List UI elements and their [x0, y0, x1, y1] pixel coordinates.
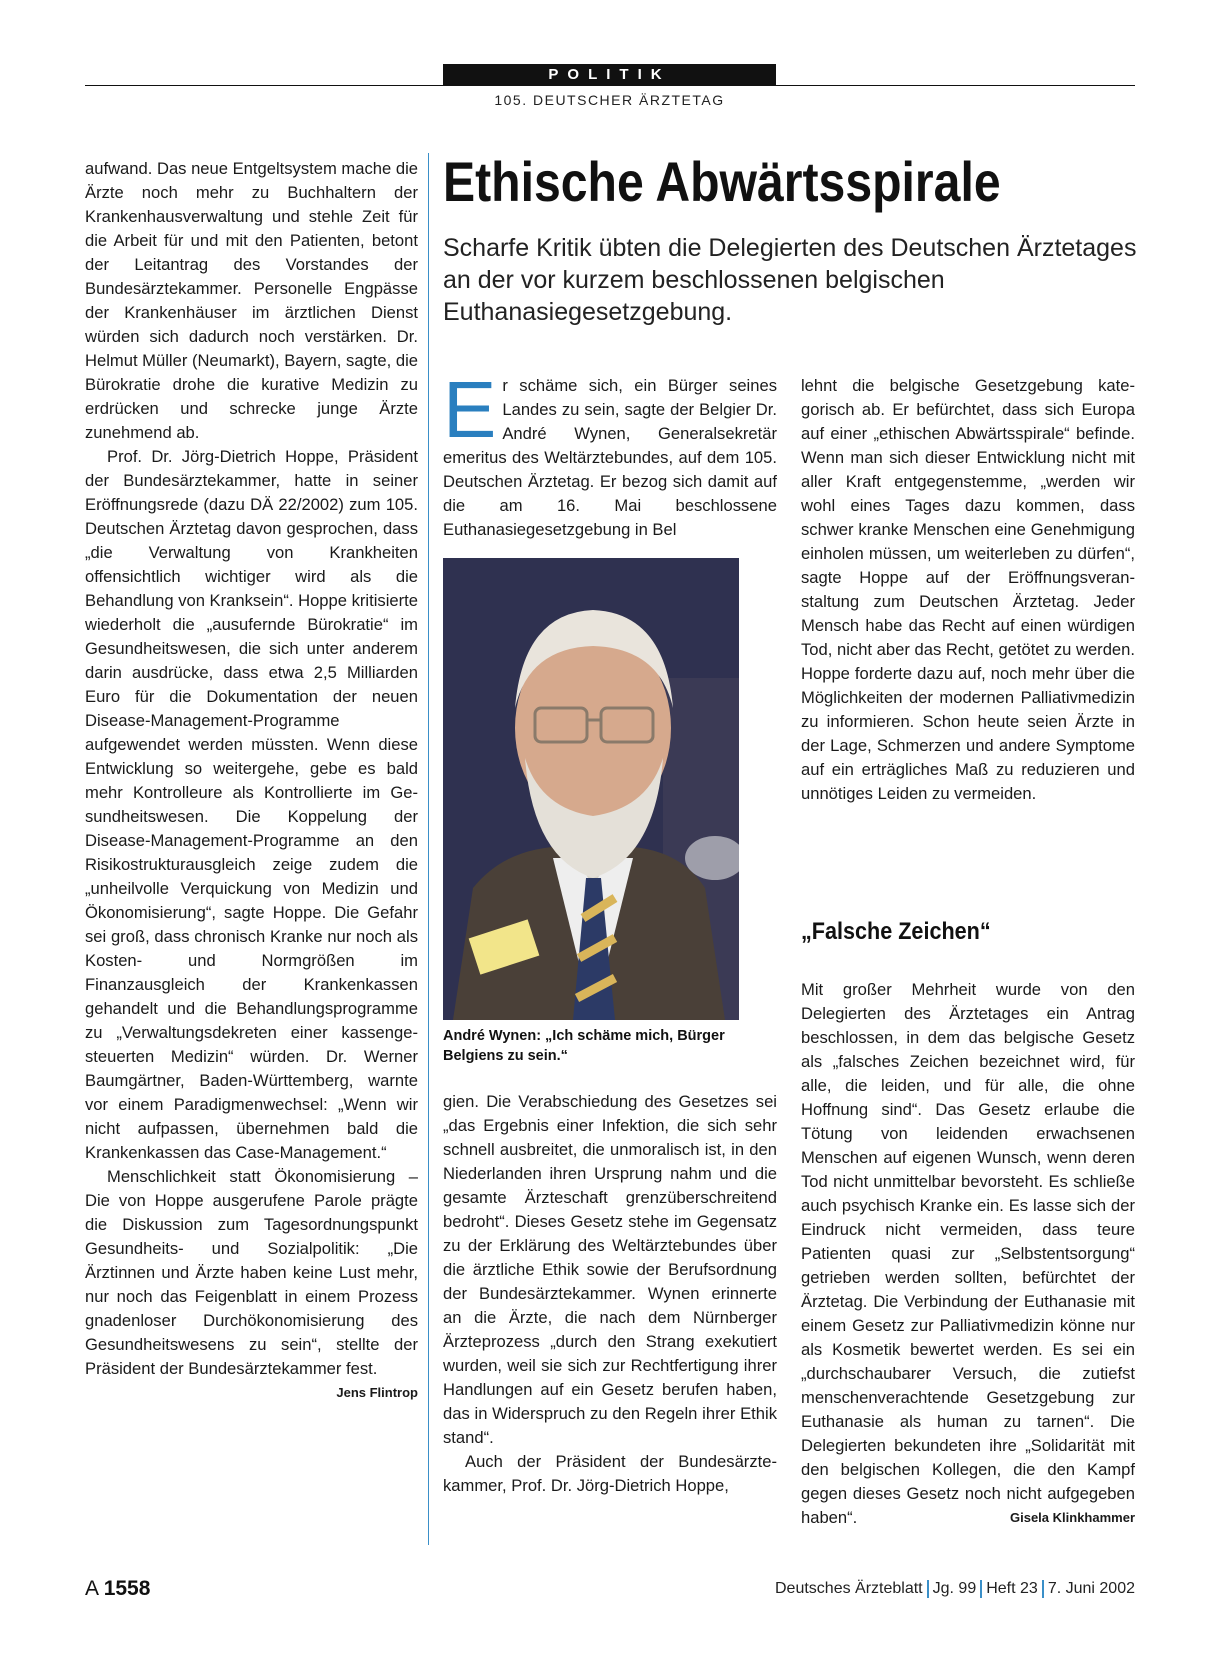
section-label: POLITIK: [443, 64, 776, 85]
footer-separator: [927, 1580, 929, 1598]
footer-publication-info: [775, 1580, 1135, 1598]
portrait-photo: [443, 558, 739, 1020]
dropcap: E: [443, 365, 497, 454]
article-subhead: „Falsche Zeichen“: [801, 918, 991, 945]
article-author: Gisela Klinkhammer: [1010, 1510, 1135, 1525]
footer-separator: [980, 1580, 982, 1598]
left-article-paragraph-3: [85, 1165, 418, 1400]
page-prefix: A: [85, 1577, 98, 1600]
footer-separator: [1042, 1580, 1044, 1598]
photo-caption: André Wynen: „Ich schäme mich, Bürger Belgiens zu sein.“: [443, 1028, 725, 1064]
article-paragraph-continued: gien. Die Verabschiedung des Gesetzes sei „das Ergebnis einer Infektion, die sich sehr schnell ausbreitet, die unmoralisch ist, in den Niederlanden ihren Ursprung nahm und die gesamte Ärzteschaft grenzüberschreitend bedroht“. Dieses Gesetz stehe im Gegensatz zu der Erklärung des Weltärztebundes über die ärztliche Ethik sowie der Berufsordnung der Bundesärztekammer. Wynen erinnerte an die Ärzte, die nach dem Nürnberger Ärzteprozess „durch den Strang exekutiert wurden, weil sie sich zur Rechtfertigung ihrer Handlungen auf ein Gesetz berufen haben, das in Widerspruch zu den Regeln ihrer Ethik stand“.: [443, 1092, 777, 1447]
volume: Jg. 99: [932, 1580, 977, 1598]
portrait-illustration: [443, 558, 739, 1020]
article-paragraph-final: [801, 978, 1135, 1530]
left-article-paragraph-2: Prof. Dr. Jörg-Dietrich Hoppe, Präsident der Bundesärztekammer, hatte in seiner Eröffnungsrede (dazu DÄ 22/2002) zum 105. Deutschen Ärztetag davon gesprochen, dass „die Verwaltung von Krankheiten offensichtlich wichtiger wird als die Behandlung von Kranksein“. Hoppe kritisierte wiederholt die „ausufernde Bürokratie“ im Gesundheitswesen, die sich unter anderem darin ausdrücke, dass etwa 2,5 Milliarden Euro für die Dokumentation der neuen Disease-Management-Programme aufgewendet werden müssten. Wenn diese Entwicklung so weitergehe, gebe es bald mehr Kontrolleure als Kontrollierte im Gesundheitswesen. Die Koppelung der Disease-Management-Programme an den Risikostrukturausgleich zeige zudem die „unheilvolle Verquickung von Medizin und Ökonomisierung“, sagte Hoppe. Die Gefahr sei groß, dass chronisch Kranke nur noch als Kosten- und Normgrößen im Finanzausgleich der Krankenkassen gehandelt und die Behandlungsprogramme zu „Verwaltungsdekreten einer kassengesteuerten Medizin“ würden. Dr. Werner Baumgärtner, Baden-Württemberg, warnte vor einem Paradigmenwechsel: „Wenn wir nicht aufpassen, übernehmen bald die Krankenkassen das Case-Management.“: [85, 447, 418, 1162]
article-column-2-top: [443, 365, 777, 542]
left-article-column: [85, 157, 418, 1405]
article-lead: Scharfe Kritik übten die Delegierten des Deutschen Ärztetages an der vor kurzem beschlossenen belgischen Euthanasiegesetzgebung.: [443, 234, 1137, 326]
article-paragraph-hoppe: Auch der Präsident der Bundesärztekammer, Prof. Dr. Jörg-Dietrich Hoppe,: [443, 1452, 777, 1495]
article-paragraph-col3: lehnt die belgische Gesetzgebung kategorisch ab. Er befürchtet, dass sich Europa auf einer „ethischen Abwärtsspirale“ befinde. Wenn man sich dieser Entwicklung nicht mit aller Kraft entgegenstemme, „werden wir wohl eines Tages dazu kommen, dass schwer kranke Menschen eine Genehmigung einholen müssen, um weiterleben zu dürfen“, sagte Hoppe auf der Eröffnungsveranstaltung zum Deutschen Ärztetag. Jeder Mensch habe das Recht auf einen würdigen Tod, nicht aber das Recht, getötet zu werden. Hoppe forderte dazu auf, noch mehr über die Möglichkeiten der modernen Palliativmedizin zu informieren. Schon heute seien Ärzte in der Lage, Schmerzen und andere Symptome auf ein erträgliches Maß zu reduzieren und unnötiges Leiden zu vermeiden.: [801, 376, 1135, 803]
column-divider: [428, 153, 429, 1545]
left-article-paragraph-1: aufwand. Das neue Entgeltsystem mache die Ärzte noch mehr zu Buchhaltern der Krankenhausverwaltung und stehle Zeit für die Arbeit für und mit den Patienten, betont der Leitantrag des Vorstandes der Bundesärztekammer. Personelle Engpässe der Krankenhäuser im ärztlichen Dienst würden sich dadurch noch verstärken. Dr. Helmut Müller (Neumarkt), Bayern, sagte, die Bürokratie drohe die kurative Medizin zu erdrücken und schrecke junge Ärzte zunehmend ab.: [85, 159, 418, 442]
left-article-author: Jens Flintrop: [336, 1385, 418, 1400]
article-opening-paragraph: [443, 365, 777, 542]
issue-date: 7. Juni 2002: [1047, 1580, 1135, 1598]
issue: Heft 23: [986, 1580, 1038, 1598]
publication-name: Deutsches Ärzteblatt: [775, 1580, 923, 1598]
page-number: [85, 1577, 150, 1601]
article-paragraph-final-text: Mit großer Mehrheit wurde von den Delegierten des Ärztetages ein Antrag beschlossen, in dem das belgische Gesetz als „falsches Zeichen bezeichnet wird, für alle, die leiden, und für alle, die ohne Hoffnung sind“. Das Gesetz erlaube die Tötung von leidenden erwachsenen Menschen auf eigenen Wunsch, wenn deren Tod nicht unmittelbar bevorsteht. Es schließe auch psychisch Kranke ein. Es lasse sich der Eindruck nicht vermeiden, dass teure Patienten quasi zur „Selbstentsorgung“ getrieben werden sollten, befürchtet der Ärztetag. Die Verbindung der Euthanasie mit einem Gesetz zur Palliativmedizin könne nur als Kosmetik bewertet werden. Es sei ein „durchschaubarer Versuch, die zutiefst menschenverachtende Gesetzgebung zur Euthanasie als human zu tarnen“. Die Delegierten bekundeten ihre „Solidarität mit den belgischen Kollegen, die den Kampf gegen dieses Gesetz noch nicht aufgegeben haben“.: [801, 980, 1135, 1527]
subsection-label: 105. DEUTSCHER ÄRZTETAG: [494, 92, 725, 108]
page-number-value: 1558: [103, 1577, 151, 1600]
article-column-2-bottom: [443, 1090, 777, 1498]
article-opening-text: r schäme sich, ein Bürger seines Landes zu sein, sagte der Belgier Dr. André Wynen, Generalsekretär emeritus des Weltärztebundes, auf dem 105. Deutschen Ärztetag. Er bezog sich damit auf die am 16. Mai beschlossene Euthanasiegesetzgebung in Bel: [443, 376, 777, 539]
article-column-3-top: [801, 374, 1135, 806]
header-rule: [85, 85, 1135, 86]
left-article-paragraph-3-text: Menschlichkeit statt Ökonomisierung – Die von Hoppe ausgerufene Parole prägte die Diskussion zum Tagesordnungspunkt Gesundheits- und Sozialpolitik: „Die Ärztinnen und Ärzte haben keine Lust mehr, nur noch das Feigenblatt in einem Prozess gnadenloser Durchökonomisierung des Gesundheitswesens zu sein“, stellte der Präsident der Bundesärztekammer fest.: [85, 1167, 418, 1378]
article-headline: Ethische Abwärtsspirale: [443, 150, 1001, 213]
article-column-3-bottom: [801, 978, 1135, 1530]
